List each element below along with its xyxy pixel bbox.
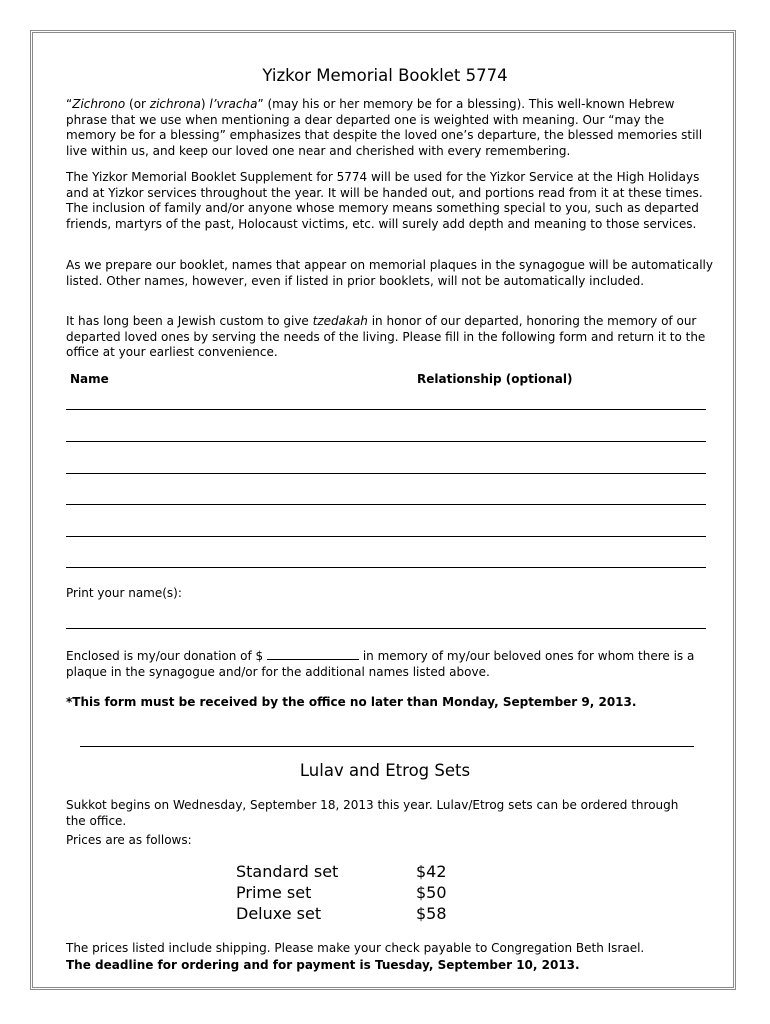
lulav-intro: Sukkot begins on Wednesday, September 18, 2013 this year. Lulav/Etrog sets can be ordered through the office. (66, 798, 679, 828)
price-item-name: Deluxe set (236, 904, 322, 923)
yizkor-supplement-paragraph: The Yizkor Memorial Booklet Supplement for 5774 will be used for the Yizkor Service at the High Holidays and at Yizkor services throughout the year. It will be handed out, and portions read from it at these times. The inclusion of family and/or anyone whose memory means something special to you, such as departed friends, martyrs of the past, Holocaust victims, etc. will surely add depth and meaning to those services. (66, 170, 703, 231)
price-item-name: Standard set (236, 862, 339, 881)
text: in memory of my/our beloved ones for whom there is a plaque in the synagogue and/or for the additional names listed above. (66, 649, 695, 679)
relationship-column-header: Relationship (optional) (417, 372, 573, 386)
name-entry-line[interactable] (66, 473, 706, 474)
section-divider (80, 746, 694, 747)
hebrew-word-lvracha: l’vracha (209, 97, 258, 111)
price-row-deluxe (236, 904, 536, 925)
shipping-note: The prices listed include shipping. Please make your check payable to Congregation Beth Israel. (66, 941, 645, 955)
print-name-label: Print your name(s): (66, 586, 182, 600)
yizkor-plaques-paragraph: As we prepare our booklet, names that appear on memorial plaques in the synagogue will be automatically listed. Other names, however, even if listed in prior booklets, will not be automatically included. (66, 258, 713, 288)
donation-statement (66, 648, 716, 680)
donation-amount-blank[interactable] (267, 648, 359, 660)
name-column-header: Name (70, 372, 109, 386)
yizkor-tzedakah-paragraph (66, 314, 716, 361)
text: Enclosed is my/our donation of $ (66, 649, 268, 663)
name-entry-line[interactable] (66, 567, 706, 568)
text: ” (may his or her memory be for a blessing). This well-known Hebrew phrase that we use when mentioning a dear departed one is weighted with meaning. Our “may the memory be for a blessing” emphasizes that despite the loved one’s departure, the blessed memories still live within us, and keep our loved one near and cherished with every remembering. (66, 97, 703, 158)
print-name-line[interactable] (66, 628, 706, 629)
price-item-name: Prime set (236, 883, 312, 902)
price-row-standard (236, 862, 536, 883)
text: It has long been a Jewish custom to give (66, 314, 313, 328)
yizkor-deadline: *This form must be received by the office no later than Monday, September 9, 2013. (66, 695, 637, 709)
yizkor-title: Yizkor Memorial Booklet 5774 (262, 66, 508, 85)
name-entry-line[interactable] (66, 409, 706, 410)
quote-open: “ (66, 97, 73, 111)
yizkor-intro-paragraph (66, 97, 716, 159)
lulav-deadline: The deadline for ordering and for payment is Tuesday, September 10, 2013. (66, 958, 580, 972)
tzedakah-word: tzedakah (312, 314, 368, 328)
name-entry-line[interactable] (66, 536, 706, 537)
text: (or (125, 97, 150, 111)
price-item-value: $42 (416, 862, 447, 881)
name-entry-line[interactable] (66, 504, 706, 505)
text: ) (200, 97, 210, 111)
price-item-value: $50 (416, 883, 447, 902)
price-row-prime (236, 883, 536, 904)
prices-intro: Prices are as follows: (66, 833, 192, 847)
price-item-value: $58 (416, 904, 447, 923)
name-entry-line[interactable] (66, 441, 706, 442)
hebrew-word-zichrona: zichrona (149, 97, 201, 111)
lulav-title: Lulav and Etrog Sets (299, 761, 471, 780)
text: in honor of our departed, honoring the memory of our departed loved ones by serving the needs of the living. Please fill in the following form and return it to the office at your earliest convenience. (66, 314, 706, 360)
hebrew-word-zichrono: Zichrono (72, 97, 126, 111)
